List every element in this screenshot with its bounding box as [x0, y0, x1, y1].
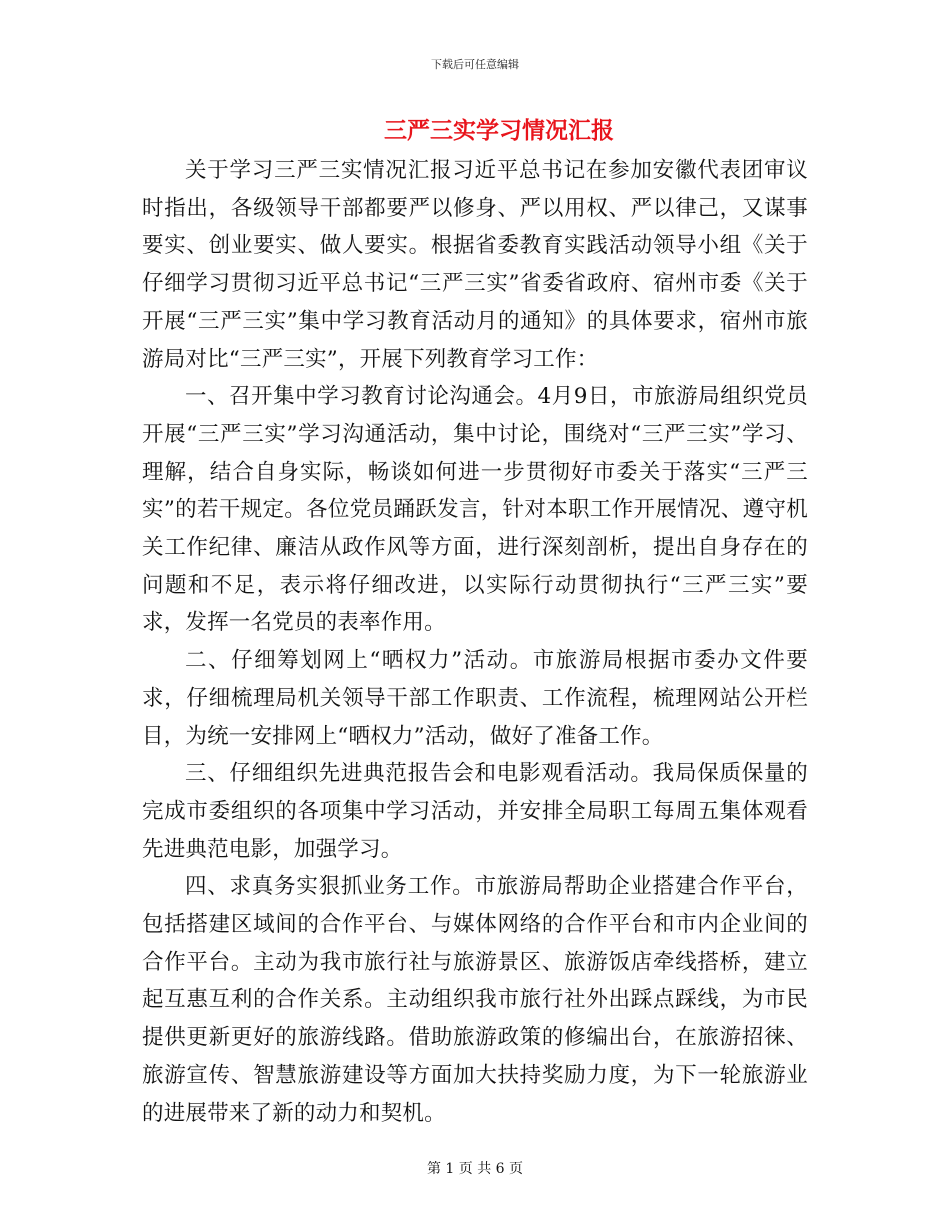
- paragraph-item-2: 二、仔细筹划网上“晒权力”活动。市旅游局根据市委办文件要求，仔细梳理局机关领导干部工作职责、工作流程，梳理网站公开栏目，为统一安排网上“晒权力”活动，做好了准备工作。: [142, 648, 808, 749]
- paragraph-intro: 关于学习三严三实情况汇报习近平总书记在参加安徽代表团审议时指出，各级领导干部都要严以修身、严以用权、严以律己，又谋事要实、创业要实、做人要实。根据省委教育实践活动领导小组《关于仔细学习贯彻习近平总书记“三严三实”省委省政府、宿州市委《关于开展“三严三实”集中学习教育活动月的通知》的具体要求，宿州市旅游局对比“三严三实”，开展下列教育学习工作：: [142, 158, 808, 372]
- document-body: [142, 152, 808, 1132]
- document-title: 三严三实学习情况汇报: [384, 118, 614, 144]
- paragraph-item-1: 一、召开集中学习教育讨论沟通会。4月9日，市旅游局组织党员开展“三严三实”学习沟通活动，集中讨论，围绕对“三严三实”学习、理解，结合自身实际，畅谈如何进一步贯彻好市委关于落实“三严三实”的若干规定。各位党员踊跃发言，针对本职工作开展情况、遵守机关工作纪律、廉洁从政作风等方面，进行深刻剖析，提出自身存在的问题和不足，表示将仔细改进，以实际行动贯彻执行“三严三实”要求，发挥一名党员的表率作用。: [142, 384, 808, 636]
- page-number: 第 1 页 共 6 页: [426, 1161, 524, 1177]
- paragraph-item-4: 四、求真务实狠抓业务工作。市旅游局帮助企业搭建合作平台，包括搭建区域间的合作平台、与媒体网络的合作平台和市内企业间的合作平台。主动为我市旅行社与旅游景区、旅游饭店牵线搭桥，建立起互惠互利的合作关系。主动组织我市旅行社外出踩点踩线，为市民提供更新更好的旅游线路。借助旅游政策的修编出台，在旅游招徕、旅游宣传、智慧旅游建设等方面加大扶持奖励力度，为下一轮旅游业的进展带来了新的动力和契机。: [142, 874, 808, 1126]
- header-note: 下载后可任意编辑: [431, 58, 519, 71]
- paragraph-item-3: 三、仔细组织先进典范报告会和电影观看活动。我局保质保量的完成市委组织的各项集中学习活动，并安排全局职工每周五集体观看先进典范电影，加强学习。: [142, 761, 808, 862]
